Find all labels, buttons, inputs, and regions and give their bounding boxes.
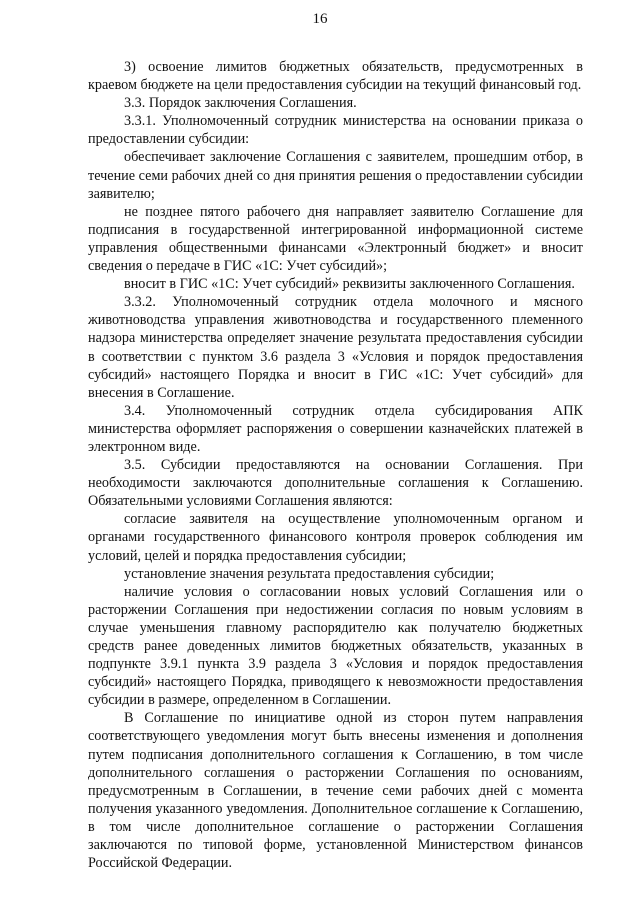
paragraph: 3.3. Порядок заключения Соглашения. [124, 95, 357, 112]
document-body [88, 58, 583, 872]
paragraph: В Соглашение по инициативе одной из сторон путем направления соответствующего уведомления могут быть внесены изменения и дополнения путем подписания дополнительного соглашения к Соглашению, в том числе дополнительного соглашения о расторжении Соглашения по основаниям, предусмотренным в Соглашении, в течение семи рабочих дней с момента получения указанного уведомления. Дополнительное соглашение к Соглашению, в том числе дополнительное соглашение о расторжении Соглашения заключаются по типовой форме, установленной Министерством финансов Российской Федерации. [88, 710, 583, 872]
paragraph: 3.3.1. Уполномоченный сотрудник министерства на основании приказа о предоставлении субсидии: [88, 113, 583, 148]
paragraph: 3) освоение лимитов бюджетных обязательств, предусмотренных в краевом бюджете на цели предоставления субсидии на текущий финансовый год. [88, 59, 583, 94]
paragraph: 3.4. Уполномоченный сотрудник отдела субсидирования АПК министерства оформляет распоряжения о совершении казначейских платежей в электронном виде. [88, 402, 583, 455]
paragraph: установление значения результата предоставления субсидии; [124, 565, 495, 582]
page-number: 16 [312, 11, 328, 27]
paragraph: 3.5. Субсидии предоставляются на основании Соглашения. При необходимости заключаются дополнительные соглашения к Соглашению. Обязательными условиями Соглашения являются: [88, 457, 583, 510]
paragraph: не позднее пятого рабочего дня направляет заявителю Соглашение для подписания в государственной интегрированной информационной системе управления общественными финансами «Электронный бюджет» и вносит сведения о передаче в ГИС «1С: Учет субсидий»; [88, 203, 583, 275]
paragraph: обеспечивает заключение Соглашения с заявителем, прошедшим отбор, в течение семи рабочих дней со дня принятия решения о предоставлении субсидии заявителю; [88, 149, 583, 202]
paragraph: согласие заявителя на осуществление уполномоченным органом и органами государственного финансового контроля проверок соблюдения им условий, целей и порядка предоставления субсидии; [88, 511, 583, 564]
paragraph: 3.3.2. Уполномоченный сотрудник отдела молочного и мясного животноводства управления животноводства и государственного племенного надзора министерства определяет значение результата предоставления субсидии в соответствии с пунктом 3.6 раздела 3 «Условия и порядок предоставления субсидий» настоящего Порядка и вносит в ГИС «1С: Учет субсидий» для внесения в Соглашение. [88, 294, 583, 401]
paragraph: наличие условия о согласовании новых условий Соглашения или о расторжении Соглашения при недостижении согласия по новым условиям в случае уменьшения главному распорядителю как получателю бюджетных средств ранее доведенных лимитов бюджетных обязательств, указанных в подпункте 3.9.1 пункта 3.9 раздела 3 «Условия и порядок предоставления субсидий» настоящего Порядка, приводящего к невозможности предоставления субсидии в размере, определенном в Соглашении. [88, 583, 583, 709]
paragraph: вносит в ГИС «1С: Учет субсидий» реквизиты заключенного Соглашения. [124, 276, 575, 293]
